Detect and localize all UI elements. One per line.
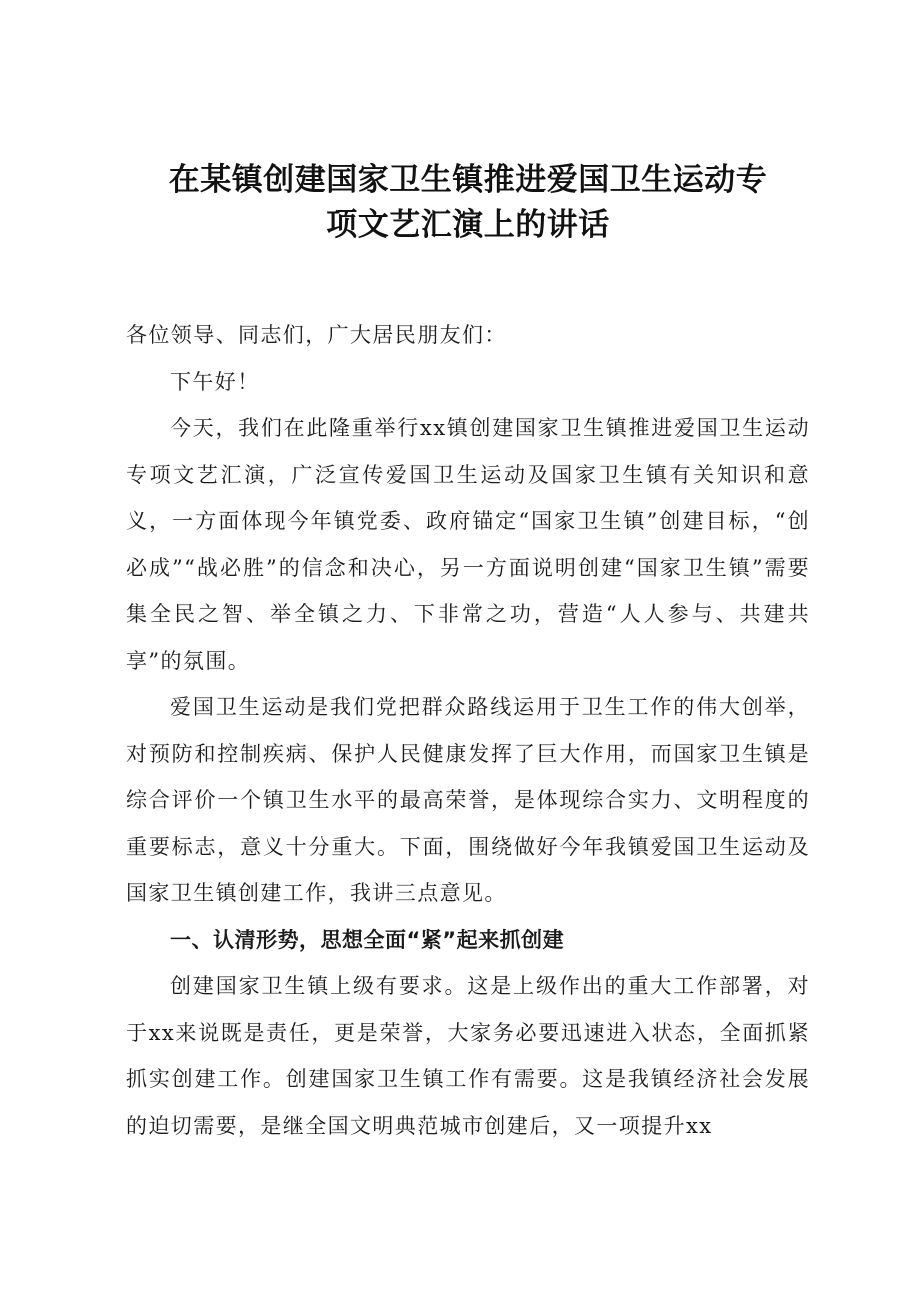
document-title <box>126 158 810 248</box>
salutation: 各位领导、同志们，广大居民朋友们： <box>126 323 507 347</box>
section-heading-1: 一、认清形势，思想全面“紧”起来抓创建 <box>170 927 565 952</box>
greeting: 下午好！ <box>170 369 260 394</box>
title-line-2: 项文艺汇演上的讲话 <box>326 207 610 243</box>
document-body <box>126 312 810 1149</box>
paragraph-1: 今天，我们在此隆重举行xx镇创建国家卫生镇推进爱国卫生运动专项文艺汇演，广泛宣传爱国卫生运动及国家卫生镇有关知识和意义，一方面体现今年镇党委、政府锚定“国家卫生镇”创建目标，“创必成”“战必胜”的信念和决心，另一方面说明创建“国家卫生镇”需要集全民之智、举全镇之力、下非常之功，营造“人人参与、共建共享”的氛围。 <box>126 416 810 673</box>
paragraph-3: 创建国家卫生镇上级有要求。这是上级作出的重大工作部署，对于xx来说既是责任，更是荣誉，大家务必要迅速进入状态，全面抓紧抓实创建工作。创建国家卫生镇工作有需要。这是我镇经济社会发展的迫切需要，是继全国文明典范城市创建后，又一项提升xx <box>126 974 810 1138</box>
paragraph-2: 爱国卫生运动是我们党把群众路线运用于卫生工作的伟大创举，对预防和控制疾病、保护人民健康发挥了巨大作用，而国家卫生镇是综合评价一个镇卫生水平的最高荣誉，是体现综合实力、文明程度的重要标志，意义十分重大。下面，围绕做好今年我镇爱国卫生运动及国家卫生镇创建工作，我讲三点意见。 <box>126 695 810 905</box>
title-line-1: 在某镇创建国家卫生镇推进爱国卫生运动专 <box>168 162 768 198</box>
